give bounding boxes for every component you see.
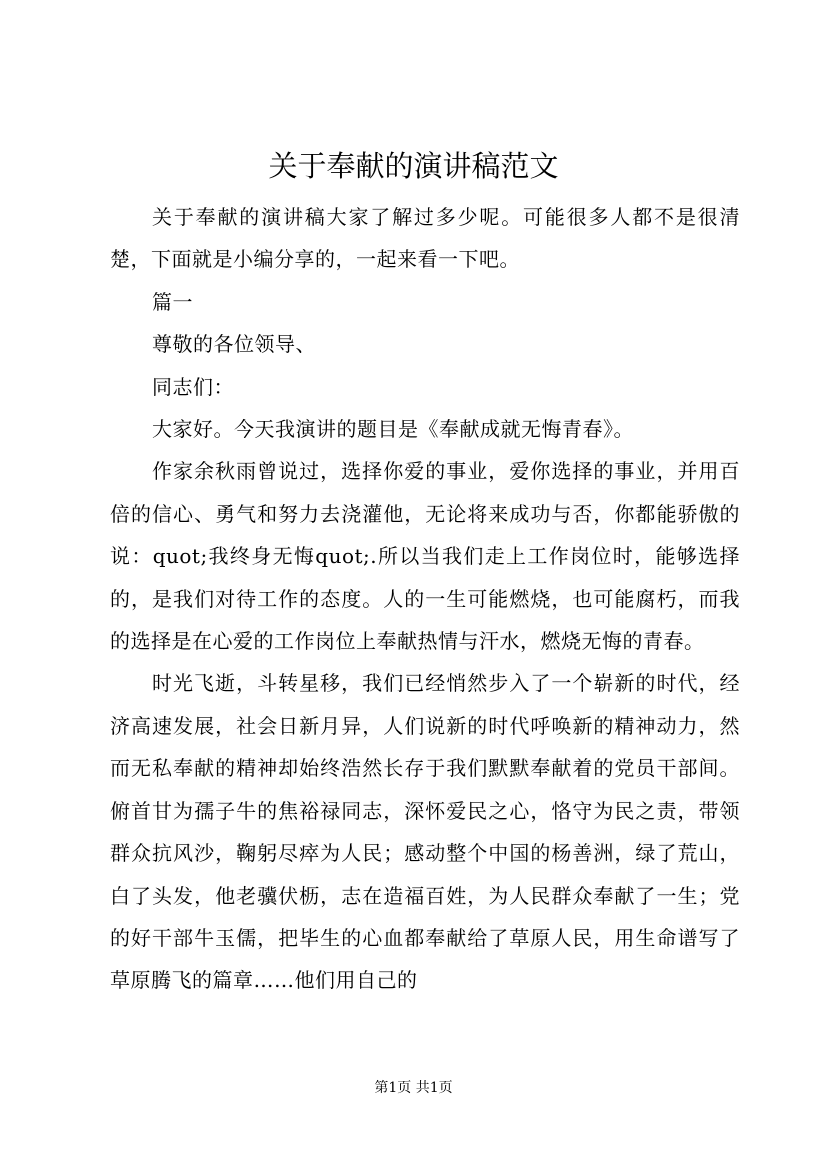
document-title: 关于奉献的演讲稿范文 (268, 149, 559, 183)
paragraph-salutation: 尊敬的各位领导、 (152, 332, 316, 357)
document-body (110, 196, 740, 1002)
paragraph-greeting: 大家好。今天我演讲的题目是《奉献成就无悔青春》。 (152, 417, 634, 442)
paragraph-body-2: 时光飞逝，斗转星移，我们已经悄然步入了一个崭新的时代，经济高速发展，社会日新月异，人们说新的时代呼唤新的精神动力，然而无私奉献的精神却始终浩然长存于我们默默奉献着的党员干部间。俯首甘为孺子牛的焦裕禄同志，深怀爱民之心，恪守为民之责，带领群众抗风沙，鞠躬尽瘁为人民；感动整个中国的杨善洲，绿了荒山，白了头发，他老骥伏枥，志在造福百姓，为人民群众奉献了一生；党的好干部牛玉儒，把毕生的心血都奉献给了草原人民，用生命谱写了草原腾飞的篇章……他们用自己的 (110, 671, 740, 993)
paragraph-section-heading: 篇一 (152, 289, 193, 314)
paragraph-intro: 关于奉献的演讲稿大家了解过多少呢。可能很多人都不是很清楚，下面就是小编分享的，一起来看一下吧。 (110, 205, 740, 272)
paragraph-body-1: 作家余秋雨曾说过，选择你爱的事业，爱你选择的事业，并用百倍的信心、勇气和努力去浇灌他，无论将来成功与否，你都能骄傲的说：quot;我终身无悔quot;.所以当我们走上工作岗位时，能够选择的，是我们对待工作的态度。人的一生可能燃烧，也可能腐朽，而我的选择是在心爱的工作岗位上奉献热情与汗水，燃烧无悔的青春。 (110, 459, 740, 654)
paragraph-salutation-2: 同志们： (152, 374, 234, 399)
page-footer: 第1页 共1页 (374, 1080, 453, 1096)
